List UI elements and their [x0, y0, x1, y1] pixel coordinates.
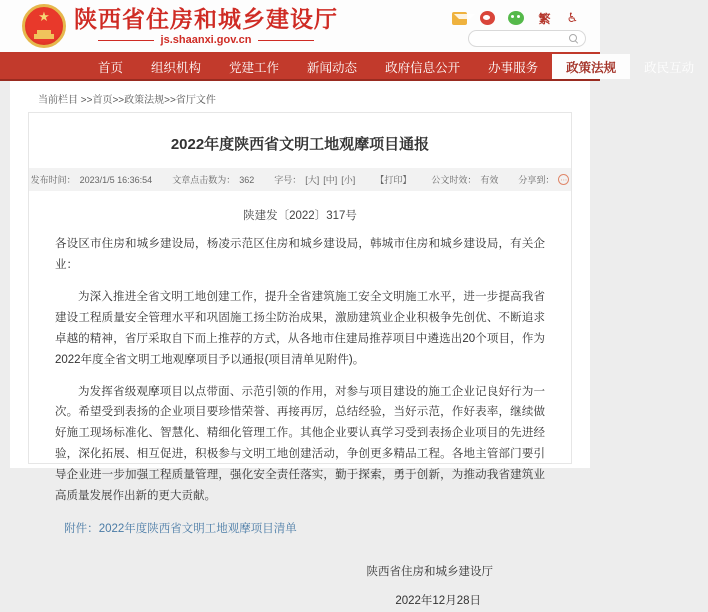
validity-value: 有效	[480, 175, 499, 185]
national-emblem-logo	[22, 4, 66, 48]
attachment-link[interactable]: 2022年度陕西省文明工地观摩项目清单	[98, 523, 297, 536]
paragraph-salutation: 各设区市住房和城乡建设局，杨凌示范区住房和城乡建设局，韩城市住房和城乡建设局，有关企业：	[55, 238, 545, 271]
site-url-text: js.shaanxi.gov.cn	[160, 34, 252, 46]
site-brand[interactable]	[22, 4, 338, 48]
wechat-icon[interactable]	[508, 11, 524, 25]
clicks-label: 文章点击数为：	[172, 175, 236, 185]
search-box[interactable]	[468, 30, 586, 47]
nav-item-organization[interactable]: 组织机构	[151, 60, 202, 75]
validity-label: 公文时效：	[431, 175, 477, 185]
search-input[interactable]	[475, 34, 569, 44]
nav-item-news[interactable]: 新闻动态	[307, 60, 358, 75]
article-panel	[28, 112, 572, 607]
nav-item-interaction[interactable]: 政民互动	[644, 60, 695, 75]
main-nav	[0, 54, 695, 81]
url-rule-left	[98, 40, 154, 41]
site-url	[98, 34, 315, 46]
share-label: 分享到：	[518, 175, 555, 185]
site-title: 陕西省住房和城乡建设厅	[74, 6, 338, 32]
publish-time-label: 发布时间：	[30, 175, 76, 185]
emblem-gate-icon	[34, 30, 54, 39]
url-rule-right	[258, 40, 314, 41]
fontsize-label: 字号：	[274, 175, 302, 185]
search-icon[interactable]	[569, 34, 579, 44]
font-size-small-button[interactable]: [小]	[341, 175, 356, 185]
attachment-row	[55, 519, 545, 540]
content-wrapper	[10, 81, 590, 607]
mail-icon[interactable]	[452, 12, 467, 25]
document-number: 陕建发〔2022〕317号	[243, 210, 357, 222]
article-body	[29, 234, 571, 612]
site-header	[0, 0, 600, 54]
page-body	[0, 81, 600, 607]
quick-icons	[452, 11, 586, 25]
clicks-value: 362	[239, 174, 255, 185]
signature-date: 2022年12月28日	[395, 594, 481, 607]
article-title: 2022年度陕西省文明工地观摩项目通报	[170, 136, 430, 153]
font-size-medium-button[interactable]: [中]	[323, 175, 338, 185]
signature-org: 陕西省住房和城乡建设厅	[366, 565, 493, 578]
nav-item-gov-info[interactable]: 政府信息公开	[385, 60, 461, 75]
print-button[interactable]: 【打印】	[375, 175, 412, 185]
article-meta-bar	[29, 168, 571, 191]
traditional-chinese-toggle[interactable]: 繁	[538, 11, 551, 26]
nav-item-party-building[interactable]: 党建工作	[229, 60, 280, 75]
font-size-large-button[interactable]: [大]	[305, 175, 320, 185]
emblem-star-icon: ★	[38, 9, 50, 24]
weibo-icon[interactable]	[480, 11, 495, 25]
accessibility-icon[interactable]: ♿	[566, 10, 579, 25]
nav-item-policies-active[interactable]: 政策法规	[552, 54, 630, 79]
breadcrumb[interactable]: 当前栏目 >>首页>>政策法规>>省厅文件	[38, 95, 216, 106]
share-icon[interactable]: ⋯	[558, 174, 569, 185]
attachment-label: 附件：	[64, 523, 99, 536]
nav-item-home[interactable]: 首页	[98, 60, 124, 75]
paragraph-body-2: 为发挥省级观摩项目以点带面、示范引领的作用，对参与项目建设的施工企业记良好行为一次。希望受到表扬的企业项目要珍惜荣誉、再接再厉，总结经验，当好示范，作好表率，继续做好施工现场标准化、智慧化、精细化管理工作。其他企业要认真学习受到表扬企业项目的先进经验，深化拓展、相互促进，积极参与文明工地创建活动，争创更多精品工程。各地主管部门要引导企业进一步加强工程质量管理，强化安全责任落实，勤于探索，勇于创新，为推动我省建筑业高质量发展作出新的更大贡献。	[55, 385, 545, 503]
paragraph-body-1: 为深入推进全省文明工地创建工作，提升全省建筑施工安全文明施工水平，进一步提高我省建设工程质量安全管理水平和巩固施工扬尘防治成果，激励建筑业企业积极争先创优、不断追求卓越的精神，省厅采取自下而上推荐的方式，从各地市住建局推荐项目中遴选出20个项目，作为2022年度全省文明工地观摩项目予以通报(项目清单见附件)。	[55, 290, 545, 366]
publish-time-value: 2023/1/5 16:36:54	[79, 174, 153, 185]
nav-item-services[interactable]: 办事服务	[488, 60, 539, 75]
